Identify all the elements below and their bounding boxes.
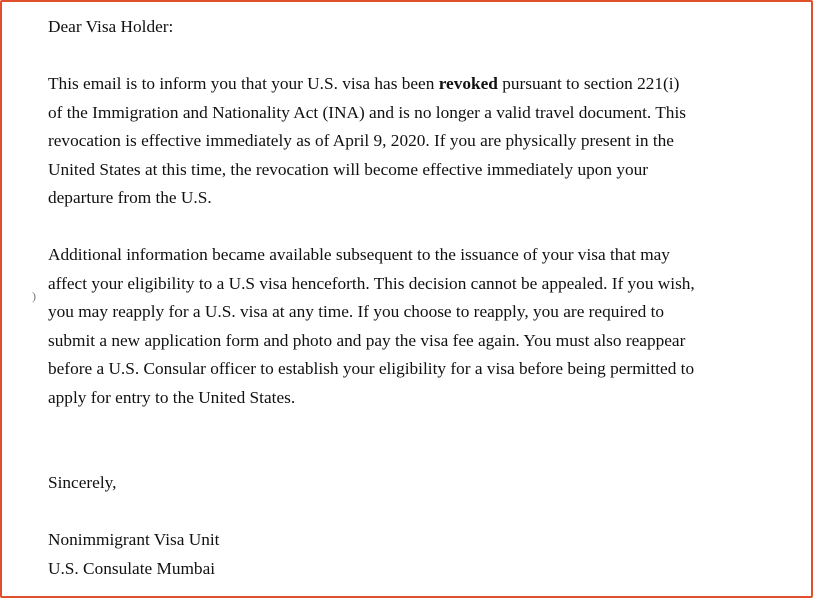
paragraph-1-line-5: departure from the U.S. bbox=[48, 188, 212, 207]
paragraph-2-line-5: before a U.S. Consular officer to establish your eligibility for a visa before being permitted to bbox=[48, 359, 695, 378]
paragraph-1-line-1 bbox=[48, 70, 778, 99]
paragraph-2 bbox=[48, 241, 778, 412]
margin-mark: ) bbox=[32, 289, 36, 303]
spacer bbox=[48, 42, 778, 71]
closing: Sincerely, bbox=[48, 473, 117, 492]
signature-block bbox=[48, 526, 778, 583]
spacer bbox=[48, 213, 778, 242]
paragraph-1-line-1-end: pursuant to section 221(i) bbox=[497, 74, 680, 93]
revoked-emphasis: revoked bbox=[438, 74, 498, 93]
paragraph-1-line-1-start: This email is to inform you that your U.S. visa has been bbox=[48, 74, 439, 93]
signature-unit: Nonimmigrant Visa Unit bbox=[48, 530, 220, 549]
paragraph-1-line-4: United States at this time, the revocation will become effective immediately upon your bbox=[48, 159, 649, 179]
paragraph-2-line-2: affect your eligibility to a U.S visa henceforth. This decision cannot be appealed. If you wish, bbox=[48, 273, 695, 293]
paragraph-2-line-6: apply for entry to the United States. bbox=[48, 387, 296, 407]
spacer bbox=[48, 412, 778, 469]
salutation: Dear Visa Holder: bbox=[48, 17, 174, 36]
letter-body bbox=[48, 13, 778, 583]
signature-consulate: U.S. Consulate Mumbai bbox=[48, 558, 216, 578]
paragraph-2-line-3: you may reapply for a U.S. visa at any time. If you choose to reapply, you are required to bbox=[48, 302, 665, 321]
paragraph-1 bbox=[48, 70, 778, 213]
paragraph-1-line-3: revocation is effective immediately as of April 9, 2020. If you are physically present in the bbox=[48, 131, 674, 150]
paragraph-2-line-1: Additional information became available subsequent to the issuance of your visa that may bbox=[48, 245, 670, 264]
paragraph-2-line-4: submit a new application form and photo and pay the visa fee again. You must also reappear bbox=[48, 330, 686, 350]
paragraph-1-line-2: of the Immigration and Nationality Act (INA) and is no longer a valid travel document. This bbox=[48, 102, 686, 122]
spacer bbox=[48, 498, 778, 527]
